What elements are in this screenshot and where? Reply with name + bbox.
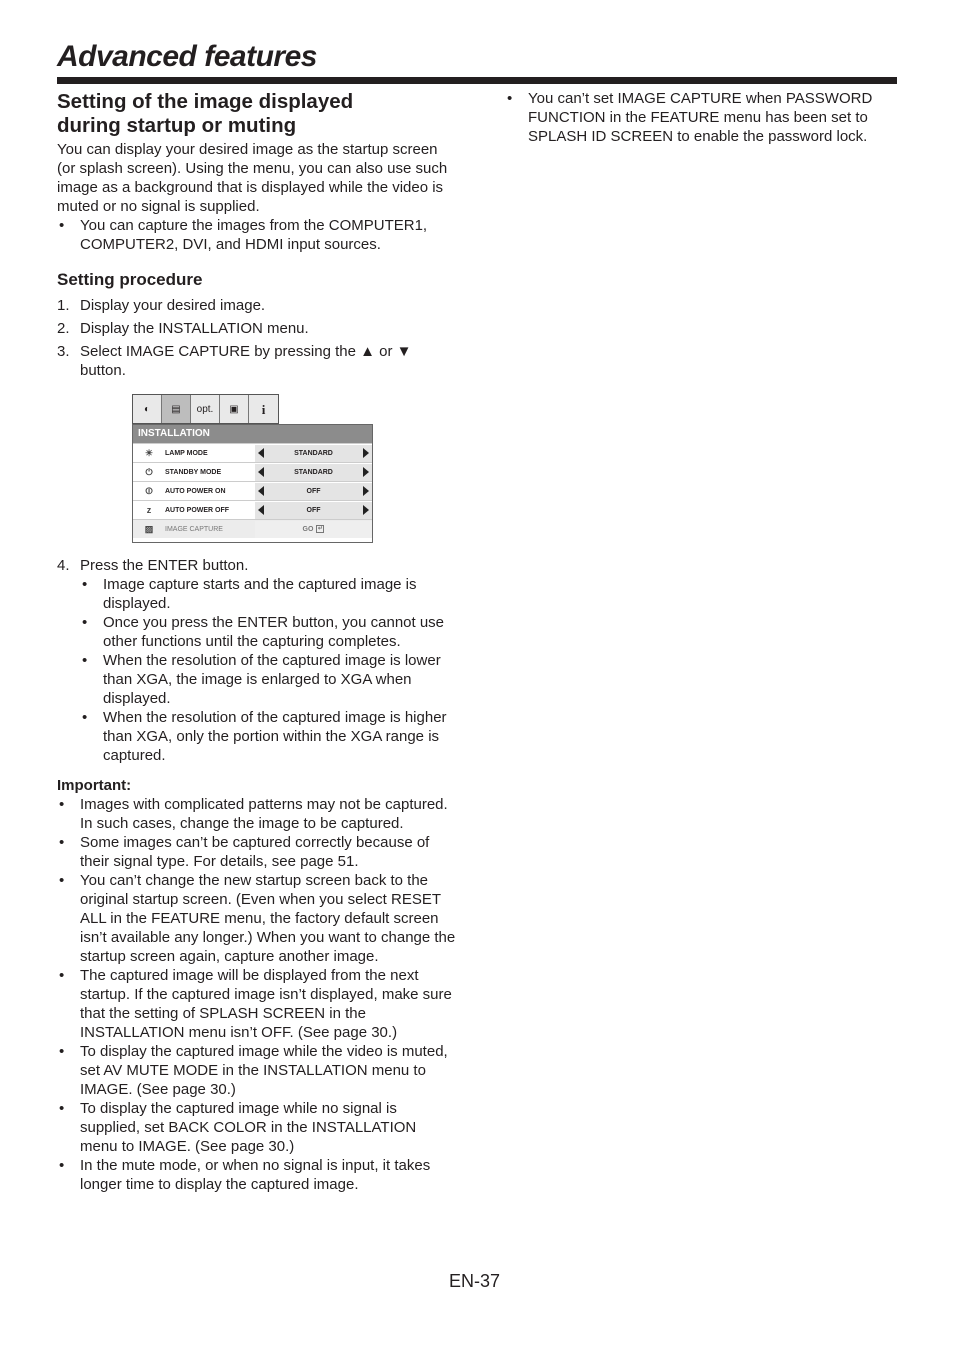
section-heading-line1: Setting of the image displayed	[57, 90, 354, 113]
power-on-icon: ⏼	[145, 485, 153, 496]
power-off-icon: z	[146, 504, 152, 515]
step-number: 4.	[57, 557, 70, 574]
value-text: STANDARD	[294, 449, 333, 457]
title-rule	[57, 77, 897, 84]
list-item: • The captured image will be displayed from the next startup. If the captured image isn’t displayed, make sure that the setting of SPLASH SCREEN in the INSTALLATION menu isn’t OFF. (See page 30.)	[57, 966, 457, 1042]
step-2	[57, 319, 457, 338]
intro-paragraph: You can display your desired image as the startup screen (or splash screen). Using the menu, you can also use such image as a background that is displayed while the video is muted or no signal is supplied.	[57, 141, 448, 215]
step-3	[57, 342, 457, 380]
page-number: EN-37	[449, 1271, 501, 1291]
section-heading	[57, 90, 457, 138]
menu-row-label: AUTO POWER ON	[165, 487, 226, 495]
list-item: • Some images can’t be captured correctly because of their signal type. For details, see page 51.	[57, 833, 457, 871]
value-text: GO	[302, 525, 314, 533]
menu-row-value	[255, 483, 372, 500]
right-column	[505, 89, 905, 146]
image-adjust-icon: ◐	[133, 395, 162, 423]
step-number: 3.	[57, 343, 70, 360]
setting-procedure-heading: Setting procedure	[57, 270, 203, 289]
menu-row-auto-power-on	[133, 481, 372, 500]
list-item: • To display the captured image while the video is muted, set AV MUTE MODE in the INSTALLATION menu to IMAGE. (See page 30.)	[57, 1042, 457, 1099]
menu-row-value	[255, 521, 372, 538]
right-arrow-icon	[363, 467, 369, 477]
menu-row-standby-mode	[133, 462, 372, 481]
list-item: • Images with complicated patterns may not be captured. In such cases, change the image to be captured.	[57, 795, 457, 833]
list-item: • When the resolution of the captured image is higher than XGA, only the portion within the XGA range is captured.	[80, 708, 457, 765]
intro-bullets	[57, 216, 457, 254]
procedure-steps-continued	[57, 556, 457, 765]
installation-menu-screenshot	[132, 394, 373, 544]
step-4-bullets	[80, 575, 457, 765]
menu-row-label: STANDBY MODE	[165, 468, 222, 476]
menu-row-image-capture	[133, 519, 372, 538]
right-arrow-icon	[363, 505, 369, 515]
list-item: • When the resolution of the captured image is lower than XGA, the image is enlarged to XGA when displayed.	[80, 651, 457, 708]
left-column	[57, 90, 457, 1194]
section-heading-line2: during startup or muting	[57, 114, 297, 137]
list-item: • Once you press the ENTER button, you cannot use other functions until the capturing completes.	[80, 613, 457, 651]
info-icon: i	[249, 395, 278, 423]
page-title: Advanced features	[57, 40, 317, 73]
step-4	[57, 556, 457, 765]
step-number: 1.	[57, 297, 70, 314]
enter-icon: ↵	[317, 526, 323, 532]
step-text: Select IMAGE CAPTURE by pressing the ▲ or ▼ button.	[80, 343, 412, 379]
important-label: Important:	[57, 777, 132, 794]
step-text: Press the ENTER button.	[80, 557, 249, 574]
step-text: Display your desired image.	[80, 297, 266, 314]
menu-row-label: IMAGE CAPTURE	[165, 525, 223, 533]
step-1	[57, 296, 457, 315]
right-arrow-icon	[363, 448, 369, 458]
menu-row-value	[255, 464, 372, 481]
list-item: • You can’t set IMAGE CAPTURE when PASSWORD FUNCTION in the FEATURE menu has been set to SPLASH ID SCREEN to enable the password lock.	[505, 89, 905, 146]
menu-row-lamp-mode	[133, 443, 372, 462]
important-bullets	[57, 795, 457, 1194]
step-text: Display the INSTALLATION menu.	[80, 320, 309, 337]
menu-header: INSTALLATION	[133, 425, 372, 443]
value-text: STANDARD	[294, 468, 333, 476]
menu-tabs	[132, 394, 279, 424]
feature-icon: ▣	[220, 395, 249, 423]
menu-row-auto-power-off	[133, 500, 372, 519]
option-icon: opt.	[191, 395, 220, 423]
menu-row-value	[255, 502, 372, 519]
list-item: • You can’t change the new startup screen back to the original startup screen. (Even when you select RESET ALL in the FEATURE menu, the factory default screen isn’t available any longer.) When you want to change the startup screen again, capture another image.	[57, 871, 457, 966]
menu-row-label: AUTO POWER OFF	[165, 506, 230, 514]
menu-row-value	[255, 445, 372, 462]
procedure-steps	[57, 296, 457, 380]
value-text: OFF	[306, 487, 321, 495]
menu-row-label: LAMP MODE	[165, 449, 208, 457]
right-bullets	[505, 89, 905, 146]
lamp-icon: ☀	[144, 447, 154, 458]
capture-icon: ▨	[144, 523, 154, 534]
installation-icon: ▤	[162, 395, 191, 423]
step-number: 2.	[57, 320, 70, 337]
standby-icon: ⏻	[145, 466, 153, 477]
right-arrow-icon	[363, 486, 369, 496]
list-item: • To display the captured image while no signal is supplied, set BACK COLOR in the INSTALLATION menu to IMAGE. (See page 30.)	[57, 1099, 457, 1156]
list-item: • In the mute mode, or when no signal is input, it takes longer time to display the captured image.	[57, 1156, 457, 1194]
menu-panel	[132, 424, 373, 543]
list-item: • Image capture starts and the captured image is displayed.	[80, 575, 457, 613]
value-text: OFF	[306, 506, 321, 514]
intro-bullet: • You can capture the images from the COMPUTER1, COMPUTER2, DVI, and HDMI input sources.	[57, 216, 457, 254]
